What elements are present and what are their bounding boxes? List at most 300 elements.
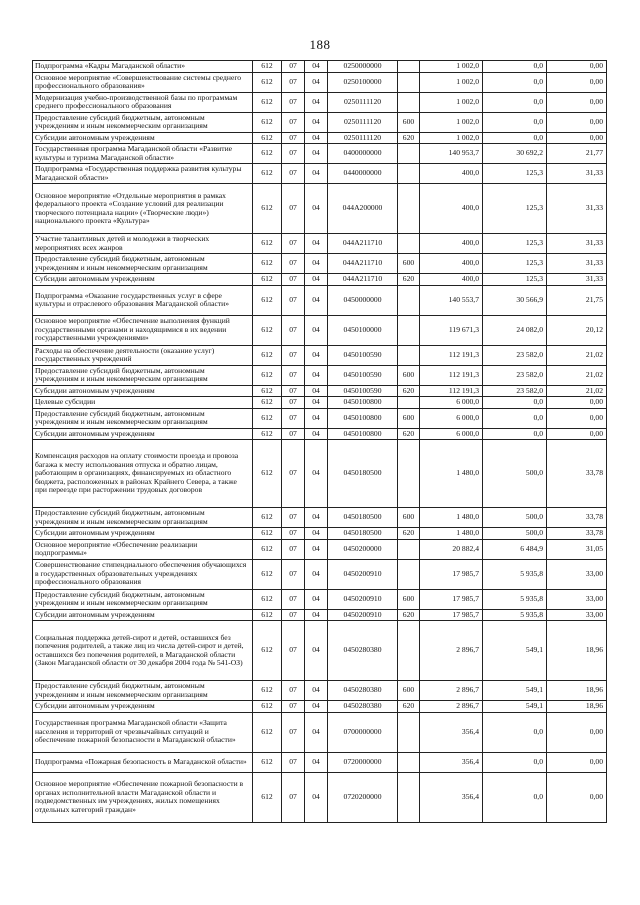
razdel-cell: 07 [282,559,305,589]
expense-type-cell [398,772,420,822]
razdel-cell: 07 [282,528,305,540]
expense-type-cell: 600 [398,112,420,132]
percent-cell: 18,96 [547,621,607,681]
approved-sum-cell: 356,4 [420,712,483,752]
name-cell: Государственная программа Магаданской области «Защита населения и территорий от чрезвычайных ситуаций и обеспечение пожарной безопасности в Магаданской области» [33,712,253,752]
grbs-cell: 612 [253,508,282,528]
approved-sum-cell: 1 002,0 [420,92,483,112]
table-row [33,440,607,508]
executed-sum-cell: 0,0 [483,112,547,132]
approved-sum-cell: 6 000,0 [420,397,483,409]
grbs-cell: 612 [253,701,282,713]
target-article-cell: 044A211710 [328,254,398,274]
percent-cell: 31,33 [547,254,607,274]
podrazdel-cell: 04 [305,274,328,286]
podrazdel-cell: 04 [305,132,328,144]
executed-sum-cell: 0,0 [483,61,547,73]
percent-cell: 31,33 [547,164,607,184]
approved-sum-cell: 1 002,0 [420,132,483,144]
table-row [33,701,607,713]
name-cell: Государственная программа Магаданской области «Развитие культуры и туризма Магаданской области» [33,144,253,164]
razdel-cell: 07 [282,712,305,752]
expense-type-cell [398,559,420,589]
razdel-cell: 07 [282,397,305,409]
expense-type-cell [398,285,420,315]
expense-type-cell [398,752,420,772]
percent-cell: 31,33 [547,274,607,286]
table-row [33,72,607,92]
approved-sum-cell: 112 191,3 [420,345,483,365]
expense-type-cell: 600 [398,681,420,701]
podrazdel-cell: 04 [305,254,328,274]
executed-sum-cell: 0,0 [483,712,547,752]
razdel-cell: 07 [282,144,305,164]
executed-sum-cell: 549,1 [483,701,547,713]
percent-cell: 31,05 [547,539,607,559]
name-cell: Субсидии автономным учреждениям [33,274,253,286]
table-row [33,559,607,589]
podrazdel-cell: 04 [305,385,328,397]
podrazdel-cell: 04 [305,345,328,365]
executed-sum-cell: 125,3 [483,184,547,234]
table-row [33,274,607,286]
target-article-cell: 0450100800 [328,428,398,440]
approved-sum-cell: 1 002,0 [420,112,483,132]
percent-cell: 21,02 [547,345,607,365]
percent-cell: 0,00 [547,752,607,772]
executed-sum-cell: 0,0 [483,92,547,112]
approved-sum-cell: 6 000,0 [420,408,483,428]
podrazdel-cell: 04 [305,397,328,409]
table-row [33,681,607,701]
grbs-cell: 612 [253,144,282,164]
podrazdel-cell: 04 [305,701,328,713]
approved-sum-cell: 2 896,7 [420,621,483,681]
grbs-cell: 612 [253,539,282,559]
grbs-cell: 612 [253,428,282,440]
expense-type-cell [398,234,420,254]
executed-sum-cell: 125,3 [483,164,547,184]
name-cell: Субсидии автономным учреждениям [33,428,253,440]
table-row [33,508,607,528]
name-cell: Субсидии автономным учреждениям [33,701,253,713]
target-article-cell: 0450280380 [328,621,398,681]
podrazdel-cell: 04 [305,234,328,254]
grbs-cell: 612 [253,408,282,428]
approved-sum-cell: 140 953,7 [420,144,483,164]
podrazdel-cell: 04 [305,559,328,589]
table-row [33,112,607,132]
table-row [33,397,607,409]
approved-sum-cell: 112 191,3 [420,365,483,385]
table-row [33,428,607,440]
percent-cell: 33,00 [547,609,607,621]
name-cell: Социальная поддержка детей-сирот и детей, оставшихся без попечения родителей, а также лиц из числа детей-сирот и детей, оставшихся без попечения родителей, в Магаданской области (Закон Магаданской области от 30 декабря 2004 года № 541-ОЗ) [33,621,253,681]
page-number: 188 [309,37,331,52]
table-row [33,345,607,365]
name-cell: Предоставление субсидий бюджетным, автономным учреждениям и иным некоммерческим организациям [33,254,253,274]
razdel-cell: 07 [282,112,305,132]
expense-type-cell: 600 [398,254,420,274]
target-article-cell: 0450200910 [328,559,398,589]
podrazdel-cell: 04 [305,428,328,440]
expense-type-cell: 620 [398,428,420,440]
executed-sum-cell: 500,0 [483,508,547,528]
executed-sum-cell: 549,1 [483,681,547,701]
grbs-cell: 612 [253,254,282,274]
grbs-cell: 612 [253,132,282,144]
razdel-cell: 07 [282,274,305,286]
podrazdel-cell: 04 [305,144,328,164]
name-cell: Подпрограмма «Оказание государственных услуг в сфере культуры и отраслевого образования Магаданской области» [33,285,253,315]
expense-type-cell [398,315,420,345]
name-cell: Предоставление субсидий бюджетным, автономным учреждениям и иным некоммерческим организациям [33,112,253,132]
executed-sum-cell: 24 082,0 [483,315,547,345]
executed-sum-cell: 6 484,9 [483,539,547,559]
percent-cell: 21,77 [547,144,607,164]
executed-sum-cell: 23 582,0 [483,365,547,385]
approved-sum-cell: 119 671,3 [420,315,483,345]
name-cell: Совершенствование стипендиального обеспечения обучающихся в государственных образовательных учреждениях профессионального образования [33,559,253,589]
name-cell: Подпрограмма «Пожарная безопасность в Магаданской области» [33,752,253,772]
razdel-cell: 07 [282,621,305,681]
razdel-cell: 07 [282,254,305,274]
podrazdel-cell: 04 [305,164,328,184]
table-row [33,61,607,73]
executed-sum-cell: 0,0 [483,72,547,92]
expense-type-cell: 600 [398,589,420,609]
percent-cell: 0,00 [547,92,607,112]
approved-sum-cell: 1 002,0 [420,61,483,73]
name-cell: Компенсация расходов на оплату стоимости проезда и провоза багажа к месту использования отпуска и обратно лицам, работающим в организациях, финансируемых из областного бюджета, расположенных в районах Крайнего Севера, а также при переезде при расторжении трудовых договоров [33,440,253,508]
approved-sum-cell: 356,4 [420,752,483,772]
expense-type-cell [398,539,420,559]
approved-sum-cell: 400,0 [420,184,483,234]
grbs-cell: 612 [253,184,282,234]
expense-type-cell [398,61,420,73]
name-cell: Основное мероприятие «Отдельные мероприятия в рамках федерального проекта «Создание условий для реализации творческого потенциала нации» («Творческие люди») национального проекта «Культура» [33,184,253,234]
razdel-cell: 07 [282,315,305,345]
table-row [33,539,607,559]
table-row [33,752,607,772]
approved-sum-cell: 17 985,7 [420,609,483,621]
target-article-cell: 044A211710 [328,274,398,286]
executed-sum-cell: 0,0 [483,428,547,440]
approved-sum-cell: 17 985,7 [420,559,483,589]
razdel-cell: 07 [282,701,305,713]
podrazdel-cell: 04 [305,365,328,385]
razdel-cell: 07 [282,184,305,234]
grbs-cell: 612 [253,440,282,508]
approved-sum-cell: 2 896,7 [420,681,483,701]
expense-type-cell [398,164,420,184]
grbs-cell: 612 [253,61,282,73]
percent-cell: 18,96 [547,701,607,713]
budget-table [32,60,607,823]
approved-sum-cell: 400,0 [420,254,483,274]
target-article-cell: 0720000000 [328,752,398,772]
table-row [33,184,607,234]
table-row [33,285,607,315]
table-row [33,385,607,397]
executed-sum-cell: 125,3 [483,254,547,274]
target-article-cell: 0450200910 [328,589,398,609]
podrazdel-cell: 04 [305,712,328,752]
approved-sum-cell: 1 002,0 [420,72,483,92]
executed-sum-cell: 23 582,0 [483,345,547,365]
podrazdel-cell: 04 [305,621,328,681]
name-cell: Подпрограмма «Государственная поддержка развития культуры Магаданской области» [33,164,253,184]
grbs-cell: 612 [253,315,282,345]
table-row [33,164,607,184]
razdel-cell: 07 [282,681,305,701]
percent-cell: 31,33 [547,234,607,254]
percent-cell: 0,00 [547,61,607,73]
name-cell: Предоставление субсидий бюджетным, автономным учреждениям и иным некоммерческим организациям [33,508,253,528]
target-article-cell: 044A211710 [328,234,398,254]
razdel-cell: 07 [282,345,305,365]
expense-type-cell [398,92,420,112]
executed-sum-cell: 0,0 [483,408,547,428]
grbs-cell: 612 [253,164,282,184]
expense-type-cell [398,72,420,92]
percent-cell: 0,00 [547,428,607,440]
name-cell: Предоставление субсидий бюджетным, автономным учреждениям и иным некоммерческим организациям [33,408,253,428]
target-article-cell: 0250111120 [328,112,398,132]
approved-sum-cell: 112 191,3 [420,385,483,397]
podrazdel-cell: 04 [305,408,328,428]
target-article-cell: 0700000000 [328,712,398,752]
table-row [33,254,607,274]
target-article-cell: 0450100590 [328,345,398,365]
expense-type-cell: 620 [398,385,420,397]
percent-cell: 33,00 [547,589,607,609]
approved-sum-cell: 17 985,7 [420,589,483,609]
podrazdel-cell: 04 [305,681,328,701]
razdel-cell: 07 [282,92,305,112]
executed-sum-cell: 125,3 [483,234,547,254]
percent-cell: 21,75 [547,285,607,315]
target-article-cell: 0250000000 [328,61,398,73]
expense-type-cell: 600 [398,408,420,428]
name-cell: Субсидии автономным учреждениям [33,385,253,397]
razdel-cell: 07 [282,428,305,440]
name-cell: Предоставление субсидий бюджетным, автономным учреждениям и иным некоммерческим организациям [33,365,253,385]
podrazdel-cell: 04 [305,772,328,822]
podrazdel-cell: 04 [305,72,328,92]
target-article-cell: 0450000000 [328,285,398,315]
executed-sum-cell: 5 935,8 [483,589,547,609]
executed-sum-cell: 125,3 [483,274,547,286]
grbs-cell: 612 [253,559,282,589]
grbs-cell: 612 [253,621,282,681]
podrazdel-cell: 04 [305,61,328,73]
grbs-cell: 612 [253,681,282,701]
grbs-cell: 612 [253,712,282,752]
razdel-cell: 07 [282,365,305,385]
grbs-cell: 612 [253,752,282,772]
grbs-cell: 612 [253,234,282,254]
target-article-cell: 0450180500 [328,528,398,540]
approved-sum-cell: 2 896,7 [420,701,483,713]
grbs-cell: 612 [253,385,282,397]
podrazdel-cell: 04 [305,528,328,540]
executed-sum-cell: 500,0 [483,528,547,540]
percent-cell: 0,00 [547,712,607,752]
expense-type-cell [398,144,420,164]
target-article-cell: 0440000000 [328,164,398,184]
percent-cell: 21,02 [547,385,607,397]
podrazdel-cell: 04 [305,440,328,508]
name-cell: Субсидии автономным учреждениям [33,132,253,144]
target-article-cell: 0450100800 [328,397,398,409]
target-article-cell: 0250111120 [328,92,398,112]
executed-sum-cell: 5 935,8 [483,609,547,621]
table-row [33,408,607,428]
approved-sum-cell: 20 882,4 [420,539,483,559]
razdel-cell: 07 [282,609,305,621]
expense-type-cell: 620 [398,528,420,540]
table-row [33,609,607,621]
approved-sum-cell: 1 480,0 [420,508,483,528]
podrazdel-cell: 04 [305,315,328,345]
expense-type-cell [398,397,420,409]
target-article-cell: 0450180500 [328,508,398,528]
executed-sum-cell: 500,0 [483,440,547,508]
grbs-cell: 612 [253,772,282,822]
grbs-cell: 612 [253,274,282,286]
target-article-cell: 0450180500 [328,440,398,508]
name-cell: Субсидии автономным учреждениям [33,609,253,621]
percent-cell: 31,33 [547,184,607,234]
executed-sum-cell: 0,0 [483,772,547,822]
percent-cell: 33,78 [547,440,607,508]
razdel-cell: 07 [282,72,305,92]
executed-sum-cell: 30 566,9 [483,285,547,315]
grbs-cell: 612 [253,345,282,365]
approved-sum-cell: 400,0 [420,164,483,184]
expense-type-cell: 620 [398,609,420,621]
target-article-cell: 0450200910 [328,609,398,621]
grbs-cell: 612 [253,72,282,92]
razdel-cell: 07 [282,285,305,315]
percent-cell: 0,00 [547,112,607,132]
target-article-cell: 044A200000 [328,184,398,234]
razdel-cell: 07 [282,234,305,254]
name-cell: Модернизация учебно-производственной базы по программам среднего профессионального образования [33,92,253,112]
target-article-cell: 0450280380 [328,701,398,713]
grbs-cell: 612 [253,528,282,540]
table-row [33,315,607,345]
razdel-cell: 07 [282,589,305,609]
expense-type-cell [398,440,420,508]
razdel-cell: 07 [282,752,305,772]
expense-type-cell: 600 [398,365,420,385]
razdel-cell: 07 [282,385,305,397]
expense-type-cell [398,184,420,234]
table-row [33,772,607,822]
name-cell: Предоставление субсидий бюджетным, автономным учреждениям и иным некоммерческим организациям [33,589,253,609]
podrazdel-cell: 04 [305,609,328,621]
grbs-cell: 612 [253,609,282,621]
grbs-cell: 612 [253,589,282,609]
name-cell: Основное мероприятие «Обеспечение выполнения функций государственными органами и находящимися в их ведении государственными учреждениями» [33,315,253,345]
podrazdel-cell: 04 [305,285,328,315]
executed-sum-cell: 5 935,8 [483,559,547,589]
table-row [33,234,607,254]
approved-sum-cell: 400,0 [420,274,483,286]
podrazdel-cell: 04 [305,92,328,112]
percent-cell: 0,00 [547,772,607,822]
expense-type-cell: 600 [398,508,420,528]
target-article-cell: 0250100000 [328,72,398,92]
expense-type-cell [398,345,420,365]
target-article-cell: 0400000000 [328,144,398,164]
target-article-cell: 0450100000 [328,315,398,345]
percent-cell: 0,00 [547,408,607,428]
executed-sum-cell: 549,1 [483,621,547,681]
executed-sum-cell: 0,0 [483,132,547,144]
percent-cell: 21,02 [547,365,607,385]
percent-cell: 18,96 [547,681,607,701]
table-row [33,132,607,144]
percent-cell: 33,00 [547,559,607,589]
razdel-cell: 07 [282,508,305,528]
grbs-cell: 612 [253,397,282,409]
expense-type-cell [398,712,420,752]
target-article-cell: 0450100800 [328,408,398,428]
razdel-cell: 07 [282,772,305,822]
podrazdel-cell: 04 [305,508,328,528]
table-row [33,621,607,681]
approved-sum-cell: 356,4 [420,772,483,822]
grbs-cell: 612 [253,365,282,385]
approved-sum-cell: 400,0 [420,234,483,254]
name-cell: Расходы на обеспечение деятельности (оказание услуг) государственных учреждений [33,345,253,365]
grbs-cell: 612 [253,285,282,315]
name-cell: Целевые субсидии [33,397,253,409]
target-article-cell: 0450280380 [328,681,398,701]
podrazdel-cell: 04 [305,184,328,234]
table-row [33,528,607,540]
name-cell: Основное мероприятие «Совершенствование системы среднего профессионального образования» [33,72,253,92]
name-cell: Предоставление субсидий бюджетным, автономным учреждениям и иным некоммерческим организациям [33,681,253,701]
target-article-cell: 0250111120 [328,132,398,144]
grbs-cell: 612 [253,92,282,112]
percent-cell: 20,12 [547,315,607,345]
percent-cell: 33,78 [547,528,607,540]
razdel-cell: 07 [282,440,305,508]
table-row [33,92,607,112]
executed-sum-cell: 23 582,0 [483,385,547,397]
expense-type-cell: 620 [398,701,420,713]
target-article-cell: 0450200000 [328,539,398,559]
podrazdel-cell: 04 [305,589,328,609]
table-row [33,365,607,385]
percent-cell: 33,78 [547,508,607,528]
executed-sum-cell: 0,0 [483,397,547,409]
razdel-cell: 07 [282,164,305,184]
percent-cell: 0,00 [547,132,607,144]
approved-sum-cell: 1 480,0 [420,528,483,540]
podrazdel-cell: 04 [305,112,328,132]
expense-type-cell: 620 [398,132,420,144]
target-article-cell: 0720200000 [328,772,398,822]
approved-sum-cell: 140 553,7 [420,285,483,315]
table-row [33,712,607,752]
executed-sum-cell: 0,0 [483,752,547,772]
target-article-cell: 0450100590 [328,385,398,397]
